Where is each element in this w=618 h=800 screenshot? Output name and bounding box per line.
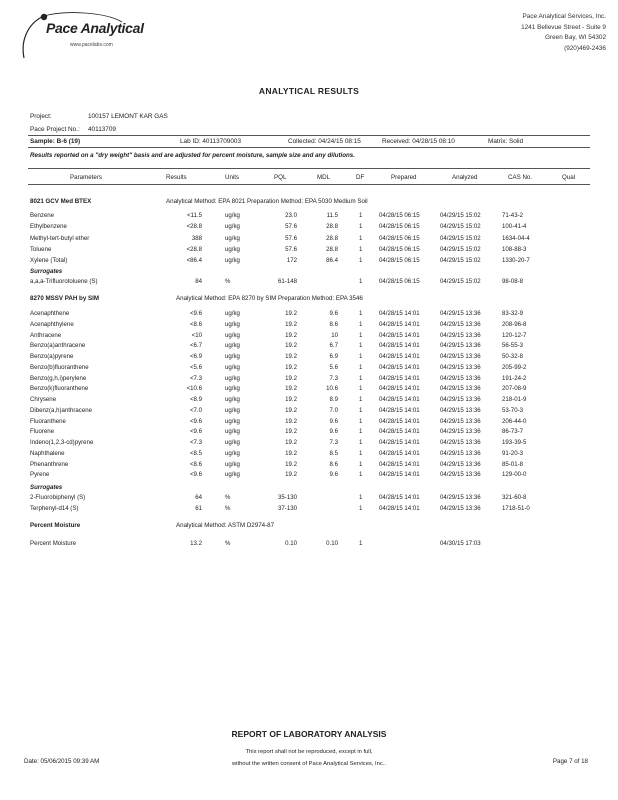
section-method: Analytical Method: EPA 8021 Preparation Method: EPA 5030 Medium Soil <box>166 198 368 205</box>
cell-parameter: Benzo(b)fluoranthene <box>30 363 89 371</box>
cell-parameter: Chrysene <box>30 396 57 403</box>
cell-units: ug/kg <box>225 212 240 219</box>
cell-result: <7.0 <box>189 406 202 414</box>
cell-mdl: 28.8 <box>326 223 338 231</box>
cell-mdl: 9.6 <box>329 310 338 317</box>
cell-df: 1 <box>359 331 363 339</box>
cell-cas-no: 129-00-0 <box>502 471 527 479</box>
cell-parameter: Xylene (Total) <box>30 257 68 265</box>
lab-logo-text: Pace Analytical <box>46 20 144 36</box>
cell-df: 1 <box>359 320 363 328</box>
cell-result: <9.6 <box>189 471 202 479</box>
cell-units: ug/kg <box>225 385 240 393</box>
cell-result: <8.5 <box>189 449 202 457</box>
cell-df: 1 <box>359 406 363 414</box>
cell-pql: 19.2 <box>285 449 297 457</box>
cell-prepared: 04/28/15 14:01 <box>379 417 420 425</box>
cell-mdl: 86.4 <box>326 257 338 265</box>
surrogates-label: Surrogates <box>30 268 63 275</box>
cell-pql: 57.6 <box>285 223 297 231</box>
cell-cas-no: 83-32-9 <box>502 310 524 317</box>
cell-analyzed: 04/29/15 13:36 <box>440 374 481 382</box>
cell-mdl: 7.0 <box>329 406 338 414</box>
col-header: Qual <box>562 174 576 181</box>
cell-analyzed: 04/29/15 13:36 <box>440 460 481 468</box>
cell-cas-no: 206-44-0 <box>502 417 527 425</box>
cell-cas-no: 85-01-8 <box>502 460 524 468</box>
cell-pql: 19.2 <box>285 385 297 393</box>
cell-mdl: 0.10 <box>326 540 338 547</box>
cell-parameter: Pyrene <box>30 471 50 479</box>
cell-analyzed: 04/29/15 13:36 <box>440 320 481 328</box>
cell-units: % <box>225 540 231 547</box>
cell-prepared: 04/28/15 06:15 <box>379 234 420 242</box>
cell-mdl: 6.9 <box>329 353 338 360</box>
cell-pql: 19.2 <box>285 353 297 360</box>
cell-prepared: 04/28/15 14:01 <box>379 471 420 479</box>
cell-prepared: 04/28/15 14:01 <box>379 396 420 403</box>
cell-cas-no: 208-96-8 <box>502 320 527 328</box>
cell-mdl: 7.3 <box>329 439 338 446</box>
col-header: MDL <box>317 174 331 181</box>
cell-prepared: 04/28/15 14:01 <box>379 460 420 468</box>
cell-prepared: 04/28/15 14:01 <box>379 494 420 501</box>
cell-analyzed: 04/29/15 15:02 <box>440 278 481 285</box>
cell-result: <6.7 <box>189 342 202 350</box>
cell-result: <8.6 <box>189 320 202 328</box>
cell-result: <86.4 <box>186 257 202 265</box>
cell-analyzed: 04/29/15 13:36 <box>440 396 481 403</box>
pace-project-value: 40113709 <box>88 126 116 133</box>
col-header: Parameters <box>70 174 102 181</box>
cell-parameter: Acenaphthene <box>30 310 70 317</box>
table-row <box>0 321 618 331</box>
col-header: Analyzed <box>452 174 478 181</box>
footer-note-line: without the written consent of Pace Analytical Services, Inc.. <box>231 761 387 767</box>
cell-parameter: Terphenyl-d14 (S) <box>30 505 79 512</box>
cell-units: ug/kg <box>225 342 240 350</box>
lab-address-line: Green Bay, WI 54302 <box>545 34 606 41</box>
cell-result: 61 <box>195 505 202 512</box>
cell-units: ug/kg <box>225 460 240 468</box>
cell-pql: 19.2 <box>285 428 297 436</box>
cell-parameter: Phenanthrene <box>30 460 69 468</box>
cell-units: ug/kg <box>225 245 240 253</box>
cell-pql: 172 <box>286 257 297 265</box>
cell-df: 1 <box>359 342 363 350</box>
cell-result: <11.5 <box>187 212 202 219</box>
cell-mdl: 8.5 <box>329 449 338 457</box>
cell-units: % <box>225 505 231 512</box>
col-header: DF <box>356 174 365 181</box>
cell-result: 64 <box>195 494 202 501</box>
cell-df: 1 <box>359 363 363 371</box>
surrogates-label: Surrogates <box>30 484 63 491</box>
cell-pql: 19.2 <box>285 320 297 328</box>
cell-units: ug/kg <box>225 223 240 231</box>
table-row <box>0 418 618 428</box>
cell-analyzed: 04/30/15 17:03 <box>440 540 481 547</box>
cell-df: 1 <box>359 245 363 253</box>
col-header: Prepared <box>391 174 417 181</box>
cell-result: <9.6 <box>189 428 202 436</box>
project-value: 100157 LEMONT KAR GAS <box>88 113 168 120</box>
cell-pql: 19.2 <box>285 331 297 339</box>
cell-analyzed: 04/29/15 13:36 <box>440 406 481 414</box>
table-row <box>0 246 618 256</box>
cell-units: ug/kg <box>225 439 240 446</box>
cell-units: ug/kg <box>225 310 240 317</box>
cell-mdl: 28.8 <box>326 234 338 242</box>
cell-prepared: 04/28/15 14:01 <box>379 374 420 382</box>
cell-result: <9.6 <box>189 310 202 317</box>
cell-units: ug/kg <box>225 449 240 457</box>
cell-cas-no: 321-60-8 <box>502 494 527 501</box>
cell-pql: 61-148 <box>278 278 297 285</box>
cell-pql: 35-130 <box>278 494 297 501</box>
cell-analyzed: 04/29/15 13:36 <box>440 353 481 360</box>
cell-result: 84 <box>195 278 202 285</box>
cell-units: ug/kg <box>225 331 240 339</box>
cell-mdl: 10.6 <box>326 385 338 393</box>
cell-prepared: 04/28/15 06:15 <box>379 223 420 231</box>
cell-df: 1 <box>359 505 363 512</box>
cell-mdl: 8.9 <box>329 396 338 403</box>
section-title: 8270 MSSV PAH by SIM <box>30 295 100 302</box>
cell-result: <10.6 <box>186 385 202 393</box>
divider <box>28 135 590 136</box>
cell-result: <10 <box>191 331 202 339</box>
cell-result: <28.8 <box>186 223 202 231</box>
cell-pql: 19.2 <box>285 439 297 446</box>
cell-prepared: 04/28/15 06:15 <box>379 245 420 253</box>
cell-cas-no: 205-99-2 <box>502 363 527 371</box>
table-row <box>0 332 618 342</box>
cell-pql: 19.2 <box>285 374 297 382</box>
divider <box>28 147 590 148</box>
cell-pql: 0.10 <box>285 540 297 547</box>
cell-cas-no: 1718-51-0 <box>502 505 530 512</box>
cell-parameter: a,a,a-Trifluorotoluene (S) <box>30 278 98 285</box>
table-row <box>0 342 618 352</box>
cell-mdl: 9.6 <box>329 428 338 436</box>
cell-pql: 23.0 <box>285 212 297 219</box>
col-header: Results <box>166 174 187 181</box>
cell-units: ug/kg <box>225 374 240 382</box>
pace-project-label: Pace Project No.: <box>30 126 80 133</box>
cell-parameter: 2-Fluorobiphenyl (S) <box>30 494 86 501</box>
cell-df: 1 <box>359 417 363 425</box>
cell-analyzed: 04/29/15 15:02 <box>440 234 481 242</box>
cell-mdl: 9.6 <box>329 471 338 479</box>
cell-cas-no: 56-55-3 <box>502 342 524 350</box>
cell-prepared: 04/28/15 14:01 <box>379 363 420 371</box>
cell-prepared: 04/28/15 14:01 <box>379 385 420 393</box>
cell-analyzed: 04/29/15 13:36 <box>440 331 481 339</box>
cell-cas-no: 193-39-5 <box>502 439 527 446</box>
cell-df: 1 <box>359 460 363 468</box>
cell-analyzed: 04/29/15 13:36 <box>440 494 481 501</box>
surrogate-row <box>0 494 618 504</box>
cell-analyzed: 04/29/15 13:36 <box>440 417 481 425</box>
cell-parameter: Acenaphthylene <box>30 320 74 328</box>
cell-cas-no: 71-43-2 <box>502 212 524 219</box>
cell-pql: 19.2 <box>285 342 297 350</box>
report-date: Date: 05/06/2015 09:39 AM <box>24 758 100 765</box>
section-method: Analytical Method: EPA 8270 by SIM Preparation Method: EPA 3546 <box>176 295 363 302</box>
cell-parameter: Naphthalene <box>30 449 65 457</box>
page-number: Page 7 of 18 <box>552 758 588 765</box>
cell-pql: 37-130 <box>278 505 297 512</box>
cell-prepared: 04/28/15 06:15 <box>379 278 420 285</box>
cell-parameter: Benzo(g,h,i)perylene <box>30 374 87 382</box>
cell-units: ug/kg <box>225 353 240 360</box>
lab-id: Lab ID: 40113709003 <box>180 138 242 145</box>
surrogate-row <box>0 278 618 288</box>
cell-prepared: 04/28/15 14:01 <box>379 342 420 350</box>
cell-pql: 19.2 <box>285 310 297 317</box>
cell-units: % <box>225 278 231 285</box>
cell-parameter: Toluene <box>30 245 52 253</box>
cell-units: ug/kg <box>225 234 240 242</box>
footer-title: REPORT OF LABORATORY ANALYSIS <box>231 729 387 739</box>
cell-mdl: 5.6 <box>329 363 338 371</box>
cell-analyzed: 04/29/15 13:36 <box>440 471 481 479</box>
cell-cas-no: 50-32-8 <box>502 353 524 360</box>
section-title: 8021 GCV Med BTEX <box>30 198 92 205</box>
table-row <box>0 353 618 363</box>
cell-units: ug/kg <box>225 396 240 403</box>
cell-analyzed: 04/29/15 15:02 <box>440 212 481 219</box>
cell-pql: 19.2 <box>285 406 297 414</box>
cell-mdl: 8.6 <box>329 320 338 328</box>
cell-cas-no: 100-41-4 <box>502 223 527 231</box>
cell-cas-no: 218-01-9 <box>502 396 527 403</box>
project-label: Project: <box>30 113 52 120</box>
cell-df: 1 <box>359 449 363 457</box>
cell-cas-no: 120-12-7 <box>502 331 527 339</box>
cell-cas-no: 53-70-3 <box>502 406 524 414</box>
cell-pql: 19.2 <box>285 417 297 425</box>
cell-analyzed: 04/29/15 13:36 <box>440 310 481 317</box>
page-title: ANALYTICAL RESULTS <box>258 86 360 96</box>
cell-analyzed: 04/29/15 13:36 <box>440 342 481 350</box>
results-note: Results reported on a "dry weight" basis and are adjusted for percent moisture, sample size and any dilutions. <box>30 152 355 159</box>
cell-cas-no: 191-24-2 <box>502 374 527 382</box>
lab-address-line: Pace Analytical Services, Inc. <box>522 13 606 20</box>
cell-prepared: 04/28/15 14:01 <box>379 331 420 339</box>
col-header: Units <box>225 174 240 181</box>
cell-cas-no: 207-08-9 <box>502 385 527 393</box>
table-row <box>0 439 618 449</box>
cell-prepared: 04/28/15 14:01 <box>379 310 420 317</box>
table-row <box>0 396 618 406</box>
section-method: Analytical Method: ASTM D2974-87 <box>176 522 275 529</box>
cell-mdl: 11.5 <box>326 212 338 219</box>
cell-result: <9.6 <box>189 417 202 425</box>
lab-url: www.pacelabs.com <box>70 42 113 48</box>
cell-result: <28.8 <box>186 245 202 253</box>
cell-parameter: Benzo(a)pyrene <box>30 353 74 360</box>
cell-df: 1 <box>359 353 363 360</box>
lab-address-line: (920)469-2436 <box>564 44 606 52</box>
cell-parameter: Methyl-tert-butyl ether <box>30 234 90 242</box>
cell-result: <8.6 <box>189 460 202 468</box>
cell-df: 1 <box>359 385 363 393</box>
cell-parameter: Ethylbenzene <box>30 223 67 231</box>
cell-mdl: 8.6 <box>329 460 338 468</box>
cell-mdl: 28.8 <box>326 245 338 253</box>
cell-result: 388 <box>191 234 202 242</box>
divider <box>28 168 590 169</box>
table-row <box>0 407 618 417</box>
cell-df: 1 <box>359 234 363 242</box>
cell-analyzed: 04/29/15 15:02 <box>440 257 481 265</box>
table-row <box>0 461 618 471</box>
cell-analyzed: 04/29/15 13:36 <box>440 505 481 512</box>
table-row <box>0 223 618 233</box>
footer-note-line: This report shall not be reproduced, except in full, <box>245 749 373 755</box>
cell-pql: 19.2 <box>285 363 297 371</box>
cell-prepared: 04/28/15 14:01 <box>379 439 420 446</box>
cell-parameter: Percent Moisture <box>30 540 77 547</box>
surrogate-row <box>0 505 618 515</box>
cell-analyzed: 04/29/15 13:36 <box>440 363 481 371</box>
cell-mdl: 7.3 <box>329 374 338 382</box>
cell-df: 1 <box>359 540 363 547</box>
cell-prepared: 04/28/15 06:15 <box>379 212 420 219</box>
cell-units: ug/kg <box>225 428 240 436</box>
cell-parameter: Benzo(k)fluoranthene <box>30 385 89 393</box>
cell-cas-no: 91-20-3 <box>502 449 524 457</box>
cell-units: ug/kg <box>225 406 240 414</box>
table-row <box>0 471 618 481</box>
cell-analyzed: 04/29/15 13:36 <box>440 449 481 457</box>
table-row <box>0 375 618 385</box>
cell-cas-no: 86-73-7 <box>502 428 524 436</box>
table-row <box>0 310 618 320</box>
cell-cas-no: 1634-04-4 <box>502 234 530 242</box>
col-header: CAS No. <box>508 174 533 181</box>
cell-df: 1 <box>359 374 363 382</box>
cell-parameter: Fluoranthene <box>30 417 66 425</box>
cell-df: 1 <box>359 439 363 446</box>
cell-df: 1 <box>359 310 363 317</box>
col-header: PQL <box>274 174 287 181</box>
table-row <box>0 428 618 438</box>
cell-df: 1 <box>359 278 363 285</box>
table-row <box>0 364 618 374</box>
cell-cas-no: 98-08-8 <box>502 278 524 285</box>
cell-analyzed: 04/29/15 13:36 <box>440 428 481 436</box>
table-row <box>0 212 618 222</box>
cell-units: ug/kg <box>225 363 240 371</box>
cell-result: <7.3 <box>189 439 202 446</box>
cell-cas-no: 108-88-3 <box>502 245 527 253</box>
cell-parameter: Anthracene <box>30 331 62 339</box>
table-row <box>0 235 618 245</box>
table-row <box>0 257 618 267</box>
cell-prepared: 04/28/15 06:15 <box>379 257 420 265</box>
cell-result: 13.2 <box>190 540 202 547</box>
cell-result: <8.9 <box>189 396 202 403</box>
cell-result: <5.6 <box>189 363 202 371</box>
cell-analyzed: 04/29/15 13:36 <box>440 385 481 393</box>
sample-id: Sample: B-6 (19) <box>30 138 81 145</box>
cell-df: 1 <box>359 396 363 403</box>
cell-pql: 57.6 <box>285 234 297 242</box>
cell-analyzed: 04/29/15 15:02 <box>440 245 481 253</box>
cell-pql: 57.6 <box>285 245 297 253</box>
lab-address-line: 1241 Bellevue Street - Suite 9 <box>521 23 606 31</box>
project-info <box>30 110 168 136</box>
cell-prepared: 04/28/15 14:01 <box>379 353 420 360</box>
cell-prepared: 04/28/15 14:01 <box>379 449 420 457</box>
cell-df: 1 <box>359 212 363 219</box>
cell-prepared: 04/28/15 14:01 <box>379 406 420 414</box>
table-row <box>0 450 618 460</box>
cell-mdl: 6.7 <box>329 342 338 350</box>
cell-pql: 19.2 <box>285 396 297 403</box>
received: Received: 04/28/15 08:10 <box>382 138 455 145</box>
cell-mdl: 9.6 <box>329 417 338 425</box>
cell-parameter: Fluorene <box>30 428 55 436</box>
cell-mdl: 10 <box>331 331 338 339</box>
cell-parameter: Indeno(1,2,3-cd)pyrene <box>30 439 94 446</box>
cell-units: % <box>225 494 231 501</box>
cell-df: 1 <box>359 257 363 265</box>
matrix: Matrix: Solid <box>488 138 524 145</box>
cell-parameter: Benzo(a)anthracene <box>30 342 86 350</box>
cell-pql: 19.2 <box>285 460 297 468</box>
cell-prepared: 04/28/15 14:01 <box>379 428 420 436</box>
cell-df: 1 <box>359 428 363 436</box>
cell-parameter: Benzene <box>30 212 55 219</box>
cell-cas-no: 1330-20-7 <box>502 257 530 265</box>
table-row <box>0 540 618 550</box>
divider <box>28 184 590 185</box>
cell-df: 1 <box>359 494 363 501</box>
cell-units: ug/kg <box>225 417 240 425</box>
cell-units: ug/kg <box>225 257 240 265</box>
cell-df: 1 <box>359 223 363 231</box>
cell-result: <6.9 <box>189 353 202 360</box>
collected: Collected: 04/24/15 08:15 <box>288 138 361 145</box>
lab-address <box>521 12 606 54</box>
section-title: Percent Moisture <box>30 522 81 529</box>
cell-df: 1 <box>359 471 363 479</box>
logo-swoosh-icon <box>10 8 130 68</box>
cell-analyzed: 04/29/15 15:02 <box>440 223 481 231</box>
cell-units: ug/kg <box>225 471 240 479</box>
cell-result: <7.3 <box>189 374 202 382</box>
table-row <box>0 385 618 395</box>
cell-units: ug/kg <box>225 320 240 328</box>
cell-prepared: 04/28/15 14:01 <box>379 505 420 512</box>
cell-parameter: Dibenz(a,h)anthracene <box>30 406 92 414</box>
cell-pql: 19.2 <box>285 471 297 479</box>
cell-prepared: 04/28/15 14:01 <box>379 320 420 328</box>
cell-analyzed: 04/29/15 13:36 <box>440 439 481 446</box>
